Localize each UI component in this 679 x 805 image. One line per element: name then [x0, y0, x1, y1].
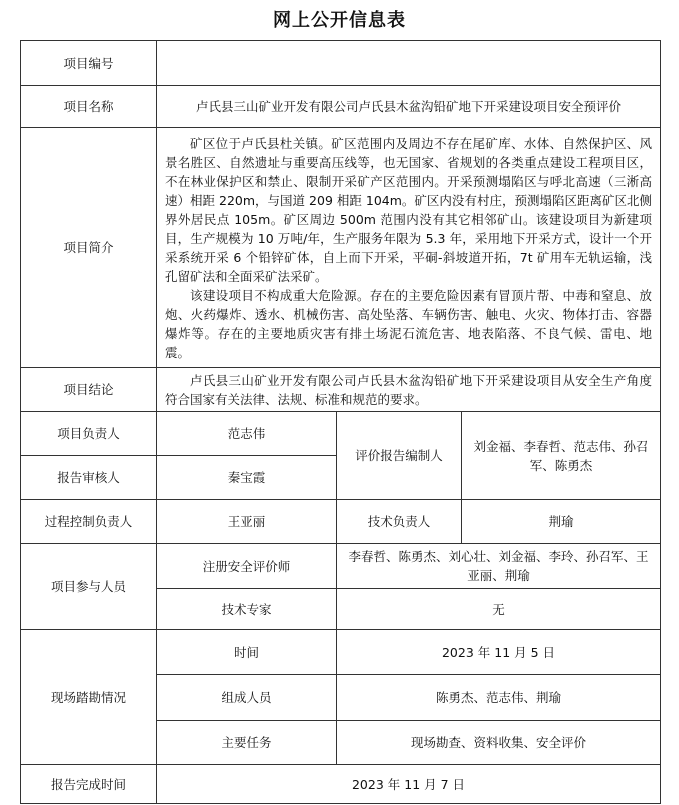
survey-members-label: 组成人员 — [157, 675, 337, 721]
project-no-label: 项目编号 — [21, 41, 157, 86]
report-editors-value: 刘金福、李春哲、范志伟、孙召军、陈勇杰 — [462, 412, 661, 500]
process-control-label: 过程控制负责人 — [21, 500, 157, 544]
row-registered-assessors — [21, 544, 661, 589]
leader-value: 范志伟 — [157, 412, 337, 456]
site-survey-label: 现场踏勘情况 — [21, 630, 157, 765]
leader-label: 项目负责人 — [21, 412, 157, 456]
tech-experts-label: 技术专家 — [157, 589, 337, 630]
registered-assessors-value: 李春哲、陈勇杰、刘心壮、刘金福、李玲、孙召军、王亚丽、荆瑜 — [337, 544, 661, 589]
registered-assessors-label: 注册安全评价师 — [157, 544, 337, 589]
row-completion-time — [21, 765, 661, 804]
survey-time-label: 时间 — [157, 630, 337, 675]
report-editors-label: 评价报告编制人 — [337, 412, 462, 500]
page-title: 网上公开信息表 — [273, 10, 406, 31]
survey-tasks-label: 主要任务 — [157, 721, 337, 765]
conclusion-label: 项目结论 — [21, 368, 157, 412]
survey-members-value: 陈勇杰、范志伟、荆瑜 — [337, 675, 661, 721]
survey-time-value: 2023 年 11 月 5 日 — [337, 630, 661, 675]
tech-experts-value: 无 — [337, 589, 661, 630]
row-project-intro — [21, 128, 661, 368]
row-project-no — [21, 41, 661, 86]
row-conclusion — [21, 368, 661, 412]
project-intro-paragraph-1: 矿区位于卢氏县杜关镇。矿区范围内及周边不存在尾矿库、水体、自然保护区、风景名胜区、自然遗址与重要高压线等，也无国家、省规划的各类重点建设工程项目区，不在林业保护区和禁止、限制开采矿产区范围内。开采预测塌陷区与呼北高速（三淅高速）相距 220m，与国道 209 相距 104m。矿区内没有村庄，预测塌陷区距离矿区北侧界外居民点 105m。矿区周边 500m 范围内没有其它相邻矿山。该建设项目为新建项目，生产规模为 10 万吨/年，生产服务年限为 5.3 年，采用地下开采方式，设计一个开采系统开采 6 个铅锌矿体，自上而下开采，平硐-斜坡道开拓，7t 矿用车无轨运输，浅孔留矿法和全面采矿法采矿。 — [165, 135, 653, 284]
conclusion-value — [157, 368, 661, 412]
row-project-name — [21, 86, 661, 128]
conclusion-text: 卢氏县三山矿业开发有限公司卢氏县木盆沟铅矿地下开采建设项目从安全生产角度符合国家有关法律、法规、标准和规范的要求。 — [165, 372, 653, 407]
reviewer-value: 秦宝霞 — [157, 456, 337, 500]
tech-lead-label: 技术负责人 — [337, 500, 462, 544]
completion-time-label: 报告完成时间 — [21, 765, 157, 804]
project-intro-paragraph-2: 该建设项目不构成重大危险源。存在的主要危险因素有冒顶片帮、中毒和窒息、放炮、火药爆炸、透水、机械伤害、高处坠落、车辆伤害、触电、火灾、物体打击、容器爆炸等。存在的主要地质灾害有排土场泥石流危害、地表陷落、不良气候、雷电、地震。 — [165, 287, 653, 360]
project-intro-value — [157, 128, 661, 368]
row-process-control — [21, 500, 661, 544]
project-intro-label: 项目简介 — [21, 128, 157, 368]
survey-tasks-value: 现场勘查、资料收集、安全评价 — [337, 721, 661, 765]
row-survey-time — [21, 630, 661, 675]
participants-label: 项目参与人员 — [21, 544, 157, 630]
info-table — [20, 40, 661, 804]
process-control-value: 王亚丽 — [157, 500, 337, 544]
reviewer-label: 报告审核人 — [21, 456, 157, 500]
project-no-value — [157, 41, 661, 86]
project-name-value: 卢氏县三山矿业开发有限公司卢氏县木盆沟铅矿地下开采建设项目安全预评价 — [157, 86, 661, 128]
completion-time-value: 2023 年 11 月 7 日 — [157, 765, 661, 804]
row-leader — [21, 412, 661, 456]
project-name-label: 项目名称 — [21, 86, 157, 128]
tech-lead-value: 荆瑜 — [462, 500, 661, 544]
